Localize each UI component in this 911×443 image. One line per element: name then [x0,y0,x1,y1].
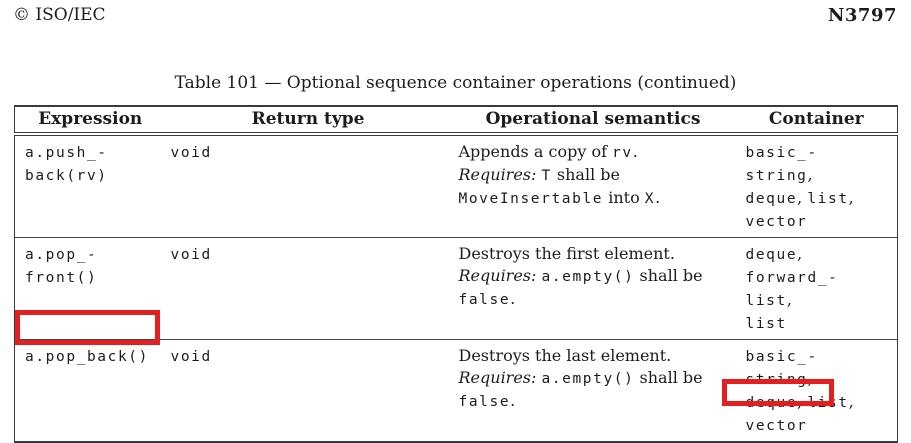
text-segment-italic: Requires: [458,266,542,285]
text-segment-mono: list [807,191,849,207]
text-line [746,345,894,368]
text-segment-serif: , [807,165,813,184]
text-segment-serif: , [786,290,792,309]
container-operations-table [14,105,898,443]
text-segment-serif: , [848,188,854,207]
text-line [459,345,732,367]
col-header-expression: Expression [15,106,166,134]
text-segment-mono: list [745,316,787,332]
text-line [459,187,732,210]
text-segment-mono: void [170,247,212,263]
copyright-text: © ISO/IEC [13,5,106,25]
text-line [459,288,732,311]
text-segment-mono: a.push_- [25,145,108,161]
text-segment-mono: vector [745,214,808,230]
text-segment-mono: rv [612,145,633,161]
text-segment-mono: string [745,168,808,184]
text-segment-serif: . [655,188,661,207]
return-type-cell [166,238,451,340]
text-segment-serif: , [797,392,808,411]
text-line [171,243,447,266]
text-segment-mono: deque [745,191,798,207]
container-cell [736,134,898,238]
text-segment-mono: deque [745,395,798,411]
text-segment-mono: MoveInsertable [458,191,604,207]
text-segment-mono: list [745,293,787,309]
container-cell [736,238,898,340]
semantics-cell [451,134,736,238]
text-segment-serif: , [807,369,813,388]
text-segment-mono: basic_- [745,349,818,365]
text-line [746,187,894,210]
text-segment-mono: basic_- [745,145,818,161]
text-line [25,164,162,187]
text-segment-serif: shall be [634,266,703,285]
text-line [746,164,894,187]
text-segment-mono: false [458,292,511,308]
text-line [746,414,894,437]
text-segment-serif: Appends a copy of [458,142,613,161]
text-line [25,243,162,266]
text-segment-serif: , [848,392,854,411]
text-line [746,312,894,335]
text-segment-mono: void [170,349,212,365]
text-segment-serif: , [797,244,803,263]
page-header [13,5,897,26]
text-line [746,141,894,164]
document-number: N3797 [827,5,897,26]
text-line [171,141,447,164]
text-line [746,391,894,414]
text-segment-mono: front() [25,270,98,286]
text-segment-mono: string [745,372,808,388]
text-segment-serif: shall be [551,165,620,184]
text-line [459,390,732,413]
col-header-operational-semantics: Operational semantics [451,106,736,134]
expression-cell [15,134,166,238]
text-segment-serif: . [510,391,516,410]
text-line [746,289,894,312]
table-row [15,340,898,443]
text-line [746,368,894,391]
text-line [25,345,162,368]
text-line [25,266,162,289]
semantics-cell [451,238,736,340]
text-segment-mono: back(rv) [25,168,108,184]
text-line [459,141,732,164]
text-segment-serif: , [797,188,808,207]
text-segment-serif: Destroys the last element. [458,346,672,365]
table-row [15,238,898,340]
col-header-return-type: Return type [166,106,451,134]
text-segment-mono: vector [745,418,808,434]
text-segment-mono: a.empty() [541,269,635,285]
text-segment-serif: . [632,142,638,161]
text-segment-mono: T [541,168,552,184]
text-line [459,367,732,390]
table-header-row [15,106,898,134]
text-segment-mono: X [644,191,656,207]
return-type-cell [166,340,451,443]
text-line [746,266,894,289]
text-line [25,141,162,164]
semantics-cell [451,340,736,443]
expression-cell [15,340,166,443]
text-segment-italic: Requires: [458,368,542,387]
text-segment-mono: a.empty() [541,371,635,387]
text-segment-serif: into [603,188,645,207]
text-segment-serif: shall be [634,368,703,387]
text-segment-serif: Destroys the first element. [458,244,675,263]
text-segment-italic: Requires: [458,165,542,184]
text-segment-mono: a.pop_- [25,247,98,263]
expression-cell [15,238,166,340]
text-line [459,265,732,288]
text-segment-mono: a.pop_back() [25,349,149,365]
return-type-cell [166,134,451,238]
text-line [459,164,732,187]
text-segment-mono: false [458,394,511,410]
text-segment-mono: list [807,395,849,411]
table-caption: Table 101 — Optional sequence container operations (continued) [174,73,737,93]
text-line [746,210,894,233]
text-segment-mono: void [170,145,212,161]
text-line [459,243,732,265]
text-segment-mono: forward_- [745,270,839,286]
text-segment-mono: deque [745,247,798,263]
text-line [171,345,447,368]
col-header-container: Container [736,106,898,134]
text-segment-serif: . [510,289,516,308]
table-row [15,134,898,238]
text-line [746,243,894,266]
container-cell [736,340,898,443]
